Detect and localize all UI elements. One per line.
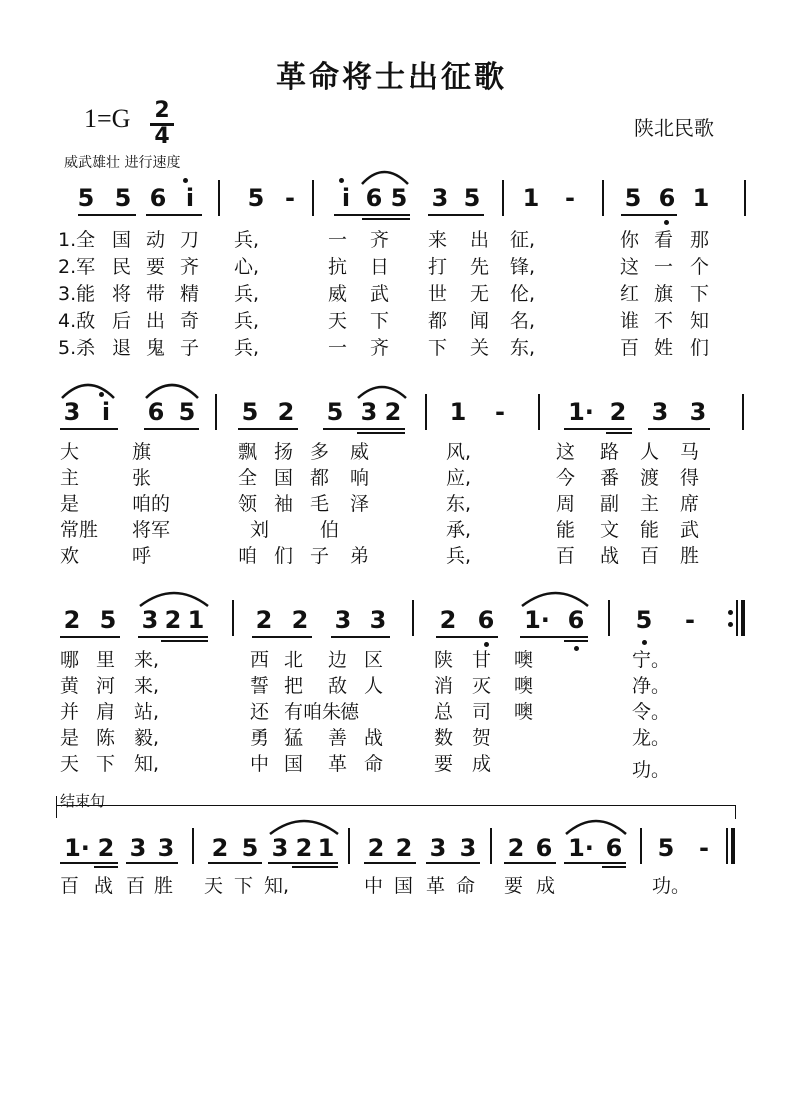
slur — [362, 172, 408, 184]
lyric: 兵, — [234, 229, 260, 251]
lyric: 应, — [446, 467, 472, 489]
lyric: 袖 — [274, 493, 294, 515]
note: i — [101, 398, 111, 426]
lyric: 承, — [446, 519, 472, 541]
lyric: 敌 — [328, 675, 348, 697]
note: 2 — [295, 834, 313, 862]
tempo-marking: 威武雄壮 进行速度 — [64, 155, 181, 171]
lyric: 全 — [238, 467, 258, 489]
lyric: 天 — [60, 753, 80, 775]
lyric: 区 — [364, 649, 384, 671]
lyric: 国 — [284, 753, 304, 775]
lyric: 武 — [680, 519, 700, 541]
lyric: 旗 — [654, 283, 674, 305]
lyric: 这 — [620, 256, 640, 278]
lyric: 百 — [640, 545, 660, 567]
note: 2 — [277, 398, 295, 426]
lyric: 百 — [556, 545, 576, 567]
note: 2 — [395, 834, 413, 862]
lyric: 民 — [112, 256, 132, 278]
lyric: 百 — [620, 337, 640, 359]
lyric: 将军 — [132, 519, 171, 541]
lyric: 噢 — [514, 701, 534, 723]
lyric: 欢 — [60, 545, 80, 567]
lyric: 子 — [180, 337, 200, 359]
slur — [140, 593, 208, 606]
lyric: 响 — [350, 467, 370, 489]
note: 6 — [147, 398, 165, 426]
lyric: 司 — [472, 701, 492, 723]
lyric: 百 — [60, 875, 80, 897]
lyric: 姓 — [654, 337, 674, 359]
lyric: 胜 — [154, 875, 174, 897]
note: 5 — [178, 398, 196, 426]
lyric: 领 — [238, 493, 258, 515]
ending-label: 结束句 — [60, 792, 106, 810]
note: 1 — [317, 834, 335, 862]
lyric: 兵, — [446, 545, 472, 567]
note: 5 — [657, 834, 675, 862]
lyric: 席 — [680, 493, 700, 515]
note: 3 — [334, 606, 352, 634]
lyric: 边 — [328, 649, 348, 671]
lyric: 武 — [370, 283, 390, 305]
lyric: 河 — [96, 675, 116, 697]
lyric: 子 — [310, 545, 330, 567]
note: 3 — [129, 834, 147, 862]
lyric: 天 — [204, 875, 224, 897]
lyric: 西 — [250, 649, 270, 671]
lyric: 们 — [274, 545, 294, 567]
note: 2 — [255, 606, 273, 634]
lyric: 消 — [434, 675, 454, 697]
note: 6 — [477, 606, 495, 634]
lyric: 知, — [134, 753, 160, 775]
lyric: 中 — [364, 875, 384, 897]
note: 2 — [609, 398, 627, 426]
lyric: 功。 — [652, 875, 691, 897]
note: 1 — [449, 398, 467, 426]
lyric: 把 — [284, 675, 304, 697]
lyric: 一 — [328, 337, 348, 359]
lyric: 咱 — [238, 545, 258, 567]
note: 6 — [658, 184, 676, 212]
lyric: 命 — [456, 875, 476, 897]
lyric: 龙。 — [632, 727, 671, 749]
lyric: 日 — [370, 256, 390, 278]
lyric: 黄 — [60, 675, 80, 697]
note: 3 — [651, 398, 669, 426]
lyric: 是 — [60, 727, 80, 749]
lyric: 兵, — [234, 310, 260, 332]
lyric: 文 — [600, 519, 620, 541]
lyric: 还 — [250, 701, 270, 723]
lyric: 东, — [510, 337, 536, 359]
note: 5 — [99, 606, 117, 634]
lyric: 战 — [94, 875, 114, 897]
note: - — [285, 184, 295, 212]
lyric: 人 — [364, 675, 384, 697]
lyric: 令。 — [632, 701, 671, 723]
lyric: 主 — [60, 467, 80, 489]
lyric: 宁。 — [632, 649, 671, 671]
lyric: 中 — [250, 753, 270, 775]
lyric: 抗 — [328, 256, 348, 278]
lyric: 马 — [680, 441, 700, 463]
note: 1· — [64, 834, 90, 862]
lyric: 伯 — [320, 519, 340, 541]
note: 5 — [241, 398, 259, 426]
note: 6 — [535, 834, 553, 862]
lyric: 5.杀 — [58, 337, 96, 359]
note: 2 — [439, 606, 457, 634]
lyric: 呼 — [132, 545, 152, 567]
lyric: 风, — [446, 441, 472, 463]
lyric: 国 — [394, 875, 414, 897]
note: 5 — [241, 834, 259, 862]
lyric: 甘 — [472, 649, 492, 671]
note: 2 — [367, 834, 385, 862]
lyric: 齐 — [370, 229, 390, 251]
lyric: 先 — [470, 256, 490, 278]
lyric: 红 — [620, 283, 640, 305]
note: 2 — [164, 606, 182, 634]
lyric: 都 — [428, 310, 448, 332]
lyric: 革 — [426, 875, 446, 897]
lyric: 净。 — [632, 675, 671, 697]
lyric: 刀 — [180, 229, 200, 251]
lyric: 战 — [600, 545, 620, 567]
lyric: 站, — [134, 701, 160, 723]
lyric: 带 — [146, 283, 166, 305]
note: 1· — [568, 834, 594, 862]
lyric: 知, — [264, 875, 290, 897]
note: 5 — [247, 184, 265, 212]
lyric: 旗 — [132, 441, 152, 463]
lyric: 扬 — [274, 441, 294, 463]
lyric: 们 — [690, 337, 710, 359]
lyric: 兵, — [234, 337, 260, 359]
slur — [522, 593, 588, 606]
lyric: 天 — [328, 310, 348, 332]
lyric: 下 — [428, 337, 448, 359]
slur — [62, 385, 114, 398]
lyric: 勇 — [250, 727, 270, 749]
lyric: 后 — [112, 310, 132, 332]
note: 2 — [97, 834, 115, 862]
lyric: 东, — [446, 493, 472, 515]
lyric: 要 — [504, 875, 524, 897]
lyric: 贺 — [472, 727, 492, 749]
lyric: 噢 — [514, 649, 534, 671]
lyric: 善 — [328, 727, 348, 749]
slur — [358, 387, 406, 398]
lyric: 要 — [146, 256, 166, 278]
note: 3 — [157, 834, 175, 862]
lyric: 退 — [112, 337, 132, 359]
lyric: 个 — [690, 256, 710, 278]
lyric: 看 — [654, 229, 674, 251]
note: 5 — [77, 184, 95, 212]
note: 3 — [63, 398, 81, 426]
lyric: 来, — [134, 675, 160, 697]
note: 6 — [567, 606, 585, 634]
lyric: 刘 — [250, 519, 270, 541]
lyric: 胜 — [680, 545, 700, 567]
note: 1· — [568, 398, 594, 426]
lyric: 齐 — [370, 337, 390, 359]
note: 5 — [624, 184, 642, 212]
lyric: 精 — [180, 283, 200, 305]
lyric: 毅, — [134, 727, 160, 749]
lyric: 那 — [690, 229, 710, 251]
note: 3 — [431, 184, 449, 212]
lyric: 威 — [350, 441, 370, 463]
lyric: 功。 — [632, 759, 671, 781]
note: 5 — [114, 184, 132, 212]
lyric: 奇 — [180, 310, 200, 332]
lyric: 百 — [126, 875, 146, 897]
note: - — [685, 606, 695, 634]
note: i — [185, 184, 195, 212]
lyric: 锋, — [510, 256, 536, 278]
note: 2 — [384, 398, 402, 426]
lyric: 齐 — [180, 256, 200, 278]
note: 5 — [635, 606, 653, 634]
lyric: 要 — [434, 753, 454, 775]
lyric: 誓 — [250, 675, 270, 697]
lyric: 灭 — [472, 675, 492, 697]
note: 1 — [187, 606, 205, 634]
lyric: 不 — [654, 310, 674, 332]
lyric: 下 — [690, 283, 710, 305]
note: 6 — [605, 834, 623, 862]
lyric: 关 — [470, 337, 490, 359]
lyric: 这 — [556, 441, 576, 463]
note: 2 — [507, 834, 525, 862]
note: 3 — [141, 606, 159, 634]
lyric: 征, — [510, 229, 536, 251]
lyric: 北 — [284, 649, 304, 671]
lyric: 名, — [510, 310, 536, 332]
slur — [566, 821, 626, 834]
lyric: 都 — [310, 467, 330, 489]
note: 6 — [365, 184, 383, 212]
lyric: 数 — [434, 727, 454, 749]
lyric: 大 — [60, 441, 80, 463]
lyric: 动 — [146, 229, 166, 251]
lyric: 飘 — [238, 441, 258, 463]
lyric: 世 — [428, 283, 448, 305]
slur — [270, 821, 338, 834]
lyric: 成 — [536, 875, 556, 897]
note: 2 — [211, 834, 229, 862]
meter-lower: 4 — [154, 124, 170, 149]
lyric: 兵, — [234, 283, 260, 305]
lyric: 是 — [60, 493, 80, 515]
lyric: 肩 — [96, 701, 116, 723]
lyric: 下 — [96, 753, 116, 775]
lyric: 副 — [600, 493, 620, 515]
song-origin: 陕北民歌 — [634, 116, 714, 140]
lyric: 能 — [640, 519, 660, 541]
note: 5 — [390, 184, 408, 212]
lyric: 毛 — [310, 493, 330, 515]
note: 5 — [326, 398, 344, 426]
lyric: 猛 — [284, 727, 304, 749]
meter-upper: 2 — [150, 100, 174, 126]
lyric: 张 — [132, 467, 152, 489]
lyric: 出 — [146, 310, 166, 332]
slur — [146, 385, 198, 398]
lyric: 一 — [654, 256, 674, 278]
note: 2 — [291, 606, 309, 634]
lyric: 番 — [600, 467, 620, 489]
lyric: 鬼 — [146, 337, 166, 359]
lyric: 周 — [556, 493, 576, 515]
lyric: 1.全 — [58, 229, 96, 251]
lyric: 渡 — [640, 467, 660, 489]
note: i — [341, 184, 351, 212]
lyric: 战 — [364, 727, 384, 749]
lyric: 成 — [472, 753, 492, 775]
note: 3 — [360, 398, 378, 426]
lyric: 路 — [600, 441, 620, 463]
note: - — [565, 184, 575, 212]
lyric: 人 — [640, 441, 660, 463]
note: - — [699, 834, 709, 862]
note: 1 — [692, 184, 710, 212]
lyric: 哪 — [60, 649, 80, 671]
lyric: 革 — [328, 753, 348, 775]
lyric: 4.敌 — [58, 310, 96, 332]
lyric: 3.能 — [58, 283, 96, 305]
lyric: 总 — [434, 701, 454, 723]
lyric: 将 — [112, 283, 132, 305]
lyric: 咱的 — [132, 493, 171, 515]
lyric: 得 — [680, 467, 700, 489]
key-signature: 1=G — [84, 104, 131, 133]
lyric: 命 — [364, 753, 384, 775]
lyric: 你 — [620, 229, 640, 251]
lyric: 国 — [274, 467, 294, 489]
lyric: 常胜 — [60, 519, 99, 541]
lyric: 心, — [234, 256, 260, 278]
lyric: 无 — [470, 283, 490, 305]
note: 2 — [63, 606, 81, 634]
lyric: 国 — [112, 229, 132, 251]
lyric: 谁 — [620, 310, 640, 332]
lyric: 今 — [556, 467, 576, 489]
lyric: 下 — [370, 310, 390, 332]
lyric: 2.军 — [58, 256, 96, 278]
lyric: 有咱朱 — [284, 701, 342, 723]
note: 3 — [689, 398, 707, 426]
lyric: 陕 — [434, 649, 454, 671]
note: 5 — [463, 184, 481, 212]
lyric: 知 — [690, 310, 710, 332]
lyric: 一 — [328, 229, 348, 251]
note: 3 — [271, 834, 289, 862]
note: - — [495, 398, 505, 426]
lyric: 泽 — [350, 493, 370, 515]
lyric: 来 — [428, 229, 448, 251]
lyric: 下 — [234, 875, 254, 897]
note: 6 — [149, 184, 167, 212]
song-title: 革命将士出征歌 — [276, 60, 507, 95]
lyric: 噢 — [514, 675, 534, 697]
lyric: 伦, — [510, 283, 536, 305]
lyric: 闻 — [470, 310, 490, 332]
lyric: 弟 — [350, 545, 370, 567]
lyric: 出 — [470, 229, 490, 251]
lyric: 德 — [340, 701, 360, 723]
lyric: 打 — [428, 256, 448, 278]
lyric: 来, — [134, 649, 160, 671]
note: 3 — [429, 834, 447, 862]
note: 1· — [524, 606, 550, 634]
lyric: 主 — [640, 493, 660, 515]
note: 3 — [369, 606, 387, 634]
lyric: 能 — [556, 519, 576, 541]
lyric: 多 — [310, 441, 330, 463]
lyric: 威 — [328, 283, 348, 305]
lyric: 陈 — [96, 727, 116, 749]
lyric: 里 — [96, 649, 116, 671]
note: 3 — [459, 834, 477, 862]
lyric: 并 — [60, 701, 80, 723]
note: 1 — [522, 184, 540, 212]
